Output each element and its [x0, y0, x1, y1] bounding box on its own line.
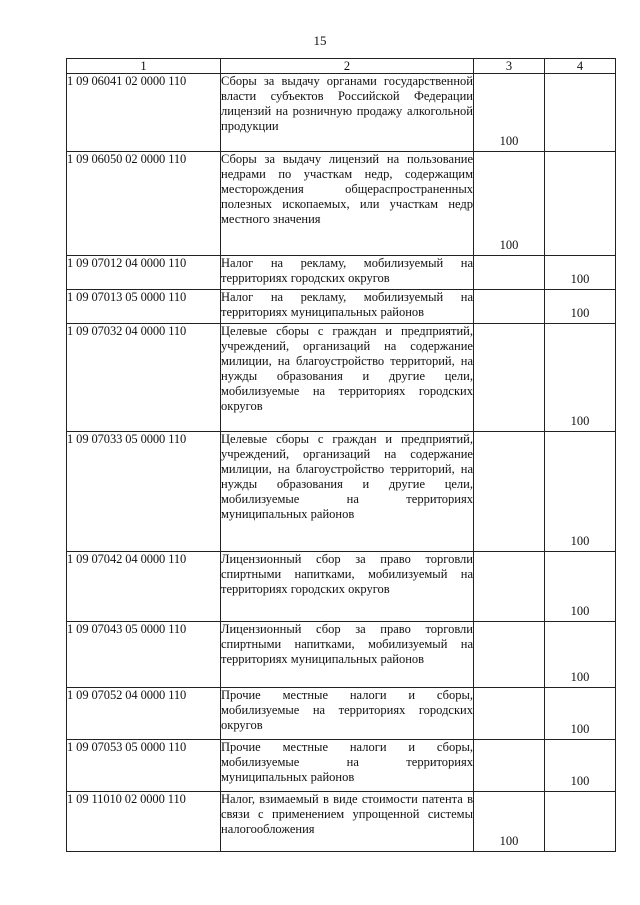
table-row	[67, 432, 616, 552]
table-header	[67, 59, 616, 74]
row-col4-value: 100	[570, 534, 590, 548]
row-name: Целевые сборы с граждан и предприятий, учреждений, организаций на содержание милиции, на благоустройство территорий, на нужды образования и другие цели, мобилизуемые на территориях городских округов	[221, 324, 474, 432]
row-col4	[545, 324, 616, 432]
table-row	[67, 552, 616, 622]
row-col4-value: 100	[570, 722, 590, 736]
row-name: Прочие местные налоги и сборы, мобилизуемые на территориях городских округов	[221, 688, 474, 740]
table-row	[67, 256, 616, 290]
row-col3	[474, 688, 545, 740]
row-name: Целевые сборы с граждан и предприятий, учреждений, организаций на содержание милиции, на благоустройство территорий, на нужды образования и другие цели, мобилизуемые на территориях муниципальных районов	[221, 432, 474, 552]
row-col4	[545, 740, 616, 792]
row-name: Лицензионный сбор за право торговли спиртными напитками, мобилизуемый на территориях городских округов	[221, 552, 474, 622]
table-row	[67, 152, 616, 256]
row-col3	[474, 552, 545, 622]
table-row	[67, 792, 616, 852]
row-col4-value: 100	[570, 670, 590, 684]
row-col4	[545, 688, 616, 740]
row-col4	[545, 152, 616, 256]
table-row	[67, 740, 616, 792]
row-code: 1 09 11010 02 0000 110	[67, 792, 221, 852]
header-col-2: 2	[221, 59, 474, 74]
row-code: 1 09 07033 05 0000 110	[67, 432, 221, 552]
table-row	[67, 688, 616, 740]
row-code: 1 09 07032 04 0000 110	[67, 324, 221, 432]
row-col4	[545, 792, 616, 852]
row-col4-value: 100	[570, 414, 590, 428]
row-col4-value: 100	[570, 774, 590, 788]
row-col4	[545, 552, 616, 622]
row-col4	[545, 74, 616, 152]
row-col3	[474, 622, 545, 688]
row-col3	[474, 256, 545, 290]
header-col-1: 1	[67, 59, 221, 74]
table-row	[67, 290, 616, 324]
row-col3	[474, 432, 545, 552]
row-code: 1 09 07043 05 0000 110	[67, 622, 221, 688]
row-col3	[474, 740, 545, 792]
row-col3-value: 100	[499, 134, 519, 148]
row-col4	[545, 432, 616, 552]
row-col3	[474, 74, 545, 152]
table-row	[67, 622, 616, 688]
row-col4-value: 100	[570, 604, 590, 618]
page-number: 15	[313, 33, 327, 48]
table-row	[67, 74, 616, 152]
row-col4-value: 100	[570, 306, 590, 320]
row-name: Сборы за выдачу органами государственной власти субъектов Российской Федерации лицензий на розничную продажу алкогольной продукции	[221, 74, 474, 152]
header-col-3: 3	[474, 59, 545, 74]
header-row	[67, 59, 616, 74]
row-col3	[474, 792, 545, 852]
row-code: 1 09 07012 04 0000 110	[67, 256, 221, 290]
row-col3	[474, 290, 545, 324]
row-col4	[545, 256, 616, 290]
row-name: Налог на рекламу, мобилизуемый на территориях муниципальных районов	[221, 290, 474, 324]
row-name: Сборы за выдачу лицензий на пользование недрами по участкам недр, содержащим месторождения общераспространенных полезных ископаемых, или участкам недр местного значения	[221, 152, 474, 256]
row-name: Налог, взимаемый в виде стоимости патента в связи с применением упрощенной системы налогообложения	[221, 792, 474, 852]
table-row	[67, 324, 616, 432]
header-col-4: 4	[545, 59, 616, 74]
row-col4	[545, 622, 616, 688]
row-name: Налог на рекламу, мобилизуемый на территориях городских округов	[221, 256, 474, 290]
row-col4-value: 100	[570, 272, 590, 286]
row-code: 1 09 07052 04 0000 110	[67, 688, 221, 740]
row-col3-value: 100	[499, 238, 519, 252]
row-name: Прочие местные налоги и сборы, мобилизуемые на территориях муниципальных районов	[221, 740, 474, 792]
row-code: 1 09 07013 05 0000 110	[67, 290, 221, 324]
row-code: 1 09 06050 02 0000 110	[67, 152, 221, 256]
table-body	[67, 74, 616, 852]
row-col4	[545, 290, 616, 324]
revenue-codes-table	[66, 58, 616, 852]
row-name: Лицензионный сбор за право торговли спиртными напитками, мобилизуемый на территориях муниципальных районов	[221, 622, 474, 688]
row-col3	[474, 152, 545, 256]
row-code: 1 09 06041 02 0000 110	[67, 74, 221, 152]
row-col3-value: 100	[499, 834, 519, 848]
row-code: 1 09 07053 05 0000 110	[67, 740, 221, 792]
row-col3	[474, 324, 545, 432]
row-code: 1 09 07042 04 0000 110	[67, 552, 221, 622]
